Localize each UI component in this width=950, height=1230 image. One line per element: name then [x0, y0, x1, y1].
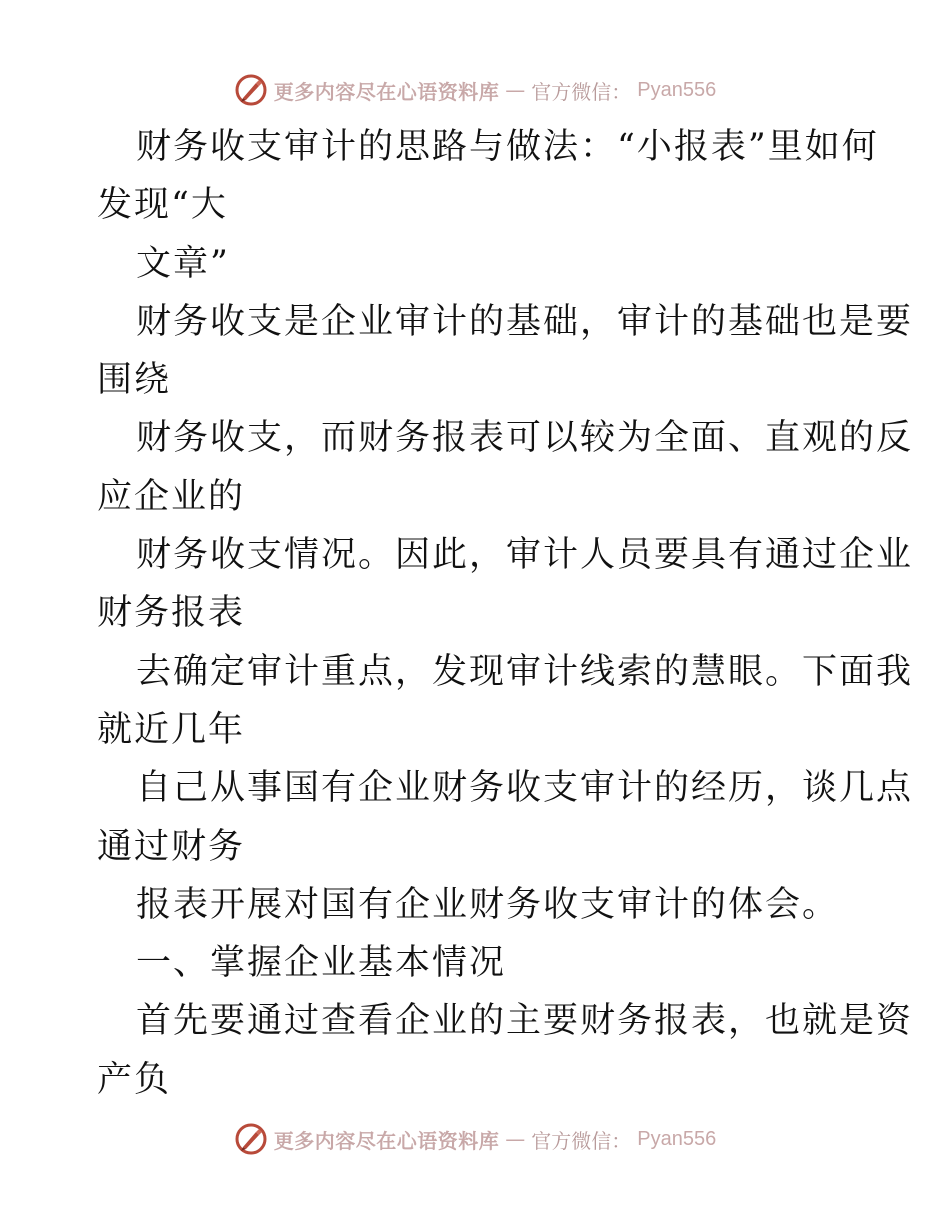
document-line: 首先要通过查看企业的主要财务报表，也就是资 — [136, 1001, 914, 1042]
document-line: 就近几年 — [97, 709, 246, 750]
document-line: 去确定审计重点，发现审计线索的慧眼。下面我 — [136, 651, 914, 692]
document-line: 发现“大 — [97, 185, 228, 226]
banner-dash: — — [505, 78, 526, 102]
document-line: 财务收支审计的思路与做法：“小报表”里如何 — [136, 127, 879, 167]
document-line: 财务收支情况。因此，审计人员要具有通过企业 — [136, 535, 914, 576]
banner-wechat-label: 官方微信： — [531, 79, 632, 104]
pen-logo-icon — [234, 73, 268, 107]
document-line: 财务收支是企业审计的基础，审计的基础也是要 — [136, 301, 914, 342]
banner-wechat-id: Pyan556 — [637, 78, 717, 101]
document-line: 报表开展对国有企业财务收支审计的体会。 — [136, 884, 840, 925]
document-line: 产负 — [97, 1059, 172, 1100]
banner-wechat-label: 官方微信： — [531, 1128, 632, 1153]
document-line: 财务报表 — [97, 593, 246, 634]
document-line: 自己从事国有企业财务收支审计的经历，谈几点 — [136, 768, 914, 809]
banner-content — [234, 1122, 716, 1156]
banner-title: 更多内容尽在心语资料库 — [273, 79, 500, 104]
banner-content — [234, 73, 716, 107]
document-line: 应企业的 — [97, 476, 246, 517]
header-banner — [0, 68, 950, 112]
document-line: 一、掌握企业基本情况 — [136, 943, 507, 984]
banner-dash: — — [505, 1127, 526, 1151]
document-line: 财务收支，而财务报表可以较为全面、直观的反 — [136, 418, 914, 459]
pen-logo-icon — [234, 1122, 268, 1156]
footer-banner — [0, 1117, 950, 1161]
document-line: 通过财务 — [97, 826, 246, 867]
document-line: 文章” — [136, 243, 230, 284]
document-line: 围绕 — [97, 360, 172, 401]
banner-title: 更多内容尽在心语资料库 — [273, 1128, 500, 1153]
document-body — [97, 118, 914, 1109]
banner-wechat-id: Pyan556 — [637, 1127, 717, 1150]
